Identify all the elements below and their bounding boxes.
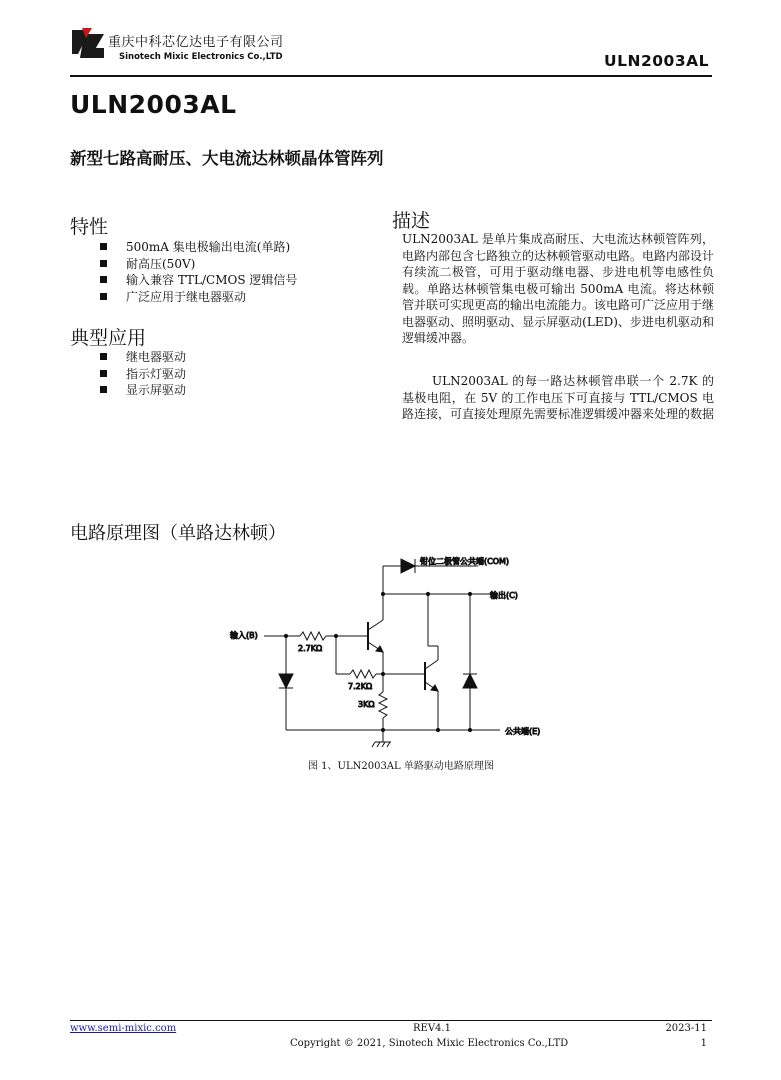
r2-label: 7.2KΩ <box>348 682 373 691</box>
resistor-7.2k <box>350 670 376 678</box>
ground-icon <box>372 742 391 747</box>
footer-website-link[interactable]: www.semi-mixic.com <box>70 1023 177 1034</box>
feature-item: 广泛应用于继电器驱动 <box>100 289 297 306</box>
input-diode <box>279 636 293 730</box>
transistor-q1 <box>368 594 383 674</box>
feature-item: 耐高压(50V) <box>100 256 297 273</box>
darlington-circuit-diagram <box>220 550 560 755</box>
figure-caption: 图 1、ULN2003AL 单路驱动电路原理图 <box>308 761 494 772</box>
r3-label: 3KΩ <box>358 700 375 709</box>
page-title: ULN2003AL <box>70 90 237 119</box>
diagram-heading: 电路原理图（单路达林顿） <box>70 523 286 544</box>
description-paragraph-1: ULN2003AL 是单片集成高耐压、大电流达林顿管阵列，电路内部包含七路独立的达林顿管驱动电路。电路内部设计有续流二极管，可用于驱动继电器、步进电机等电感性负载。单路达林顿管集电极可输出 500mA 电流。将达林顿管并联可实现更高的输出电流能力。该电路可广泛应用于继电器驱动、照明驱动、显示屏驱动(LED)、步进电机驱动和逻辑缓冲器。 <box>402 232 715 345</box>
resistor-3k <box>379 692 387 718</box>
common-label: 公共端(E) <box>505 727 541 736</box>
application-item: 继电器驱动 <box>100 349 186 366</box>
description-paragraph-2: ULN2003AL 的每一路达林顿管串联一个 2.7K 的基极电阻，在 5V 的工作电压下可直接与 TTL/CMOS 电路连接，可直接处理原先需要标准逻辑缓冲器来处理的数据 <box>402 374 715 421</box>
footer-revision: REV4.1 <box>413 1023 451 1034</box>
footer-date: 2023-11 <box>665 1023 707 1034</box>
company-name-en: Sinotech Mixic Electronics Co.,LTD <box>119 52 283 62</box>
page-subtitle: 新型七路高耐压、大电流达林顿晶体管阵列 <box>70 149 384 168</box>
applications-heading: 典型应用 <box>70 327 147 349</box>
header-divider <box>70 75 712 77</box>
features-list <box>100 239 297 305</box>
r1-label: 2.7KΩ <box>298 644 323 653</box>
resistor-2.7k <box>300 632 326 640</box>
feature-item: 500mA 集电极输出电流(单路) <box>100 239 297 256</box>
features-heading: 特性 <box>70 216 109 238</box>
zz-logo-icon <box>70 26 106 62</box>
application-item: 指示灯驱动 <box>100 366 186 383</box>
footer-copyright: Copyright © 2021, Sinotech Mixic Electronics Co.,LTD <box>290 1038 569 1049</box>
description-heading: 描述 <box>392 210 431 232</box>
com-label: 钳位二极管公共端(COM) <box>420 557 510 566</box>
freewheel-diode <box>463 594 477 730</box>
application-item: 显示屏驱动 <box>100 382 186 399</box>
footer-divider <box>70 1020 712 1021</box>
company-name-cn: 重庆中科芯亿达电子有限公司 <box>108 35 284 50</box>
input-label: 输入(B) <box>230 631 258 640</box>
header-part-number: ULN2003AL <box>604 52 709 70</box>
applications-list <box>100 349 186 399</box>
transistor-q2 <box>425 646 438 730</box>
output-label: 输出(C) <box>490 591 518 600</box>
feature-item: 输入兼容 TTL/CMOS 逻辑信号 <box>100 272 297 289</box>
footer-page-number: 1 <box>700 1038 707 1049</box>
